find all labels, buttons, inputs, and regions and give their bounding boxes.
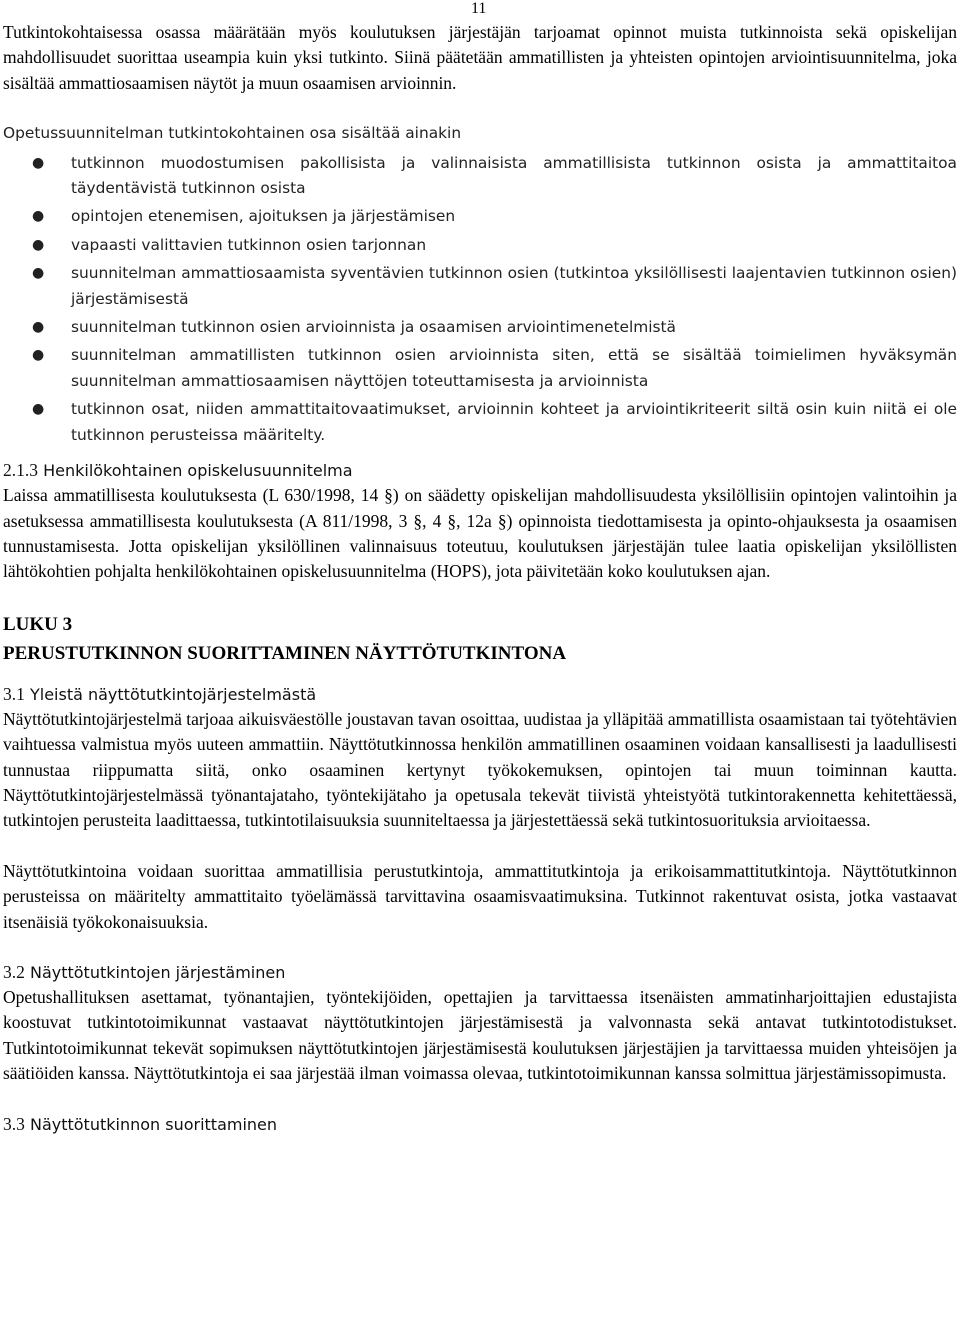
- section-heading-3-2: [3, 960, 957, 985]
- bullet-icon: ●: [32, 154, 45, 171]
- section-2-1-3-paragraph: Laissa ammatillisesta koulutuksesta (L 630/1998, 14 §) on säädetty opiskelijan mahdollisuudesta yksilöllisiin opintojen valintoihin ja asetuksessa ammatillisesta koulutuksesta (A 811/1998, 3 §, 4 §, 12a §) opinnoista tiedottamisesta ja opinto-ohjauksesta ja osaamisen tunnustamisesta. Jotta opiskelijan yksilöllinen valinnaisuus toteutuu, koulutuksen järjestäjän tulee laatia opiskelijan yksilöllisten lähtökohtien pohjalta henkilökohtainen opiskelusuunnitelma (HOPS), jota päivitetään koko koulutuksen ajan.: [3, 485, 957, 582]
- list-item: [3, 397, 957, 448]
- bullet-icon: ●: [32, 319, 45, 336]
- curriculum-lead: Opetussuunnitelman tutkintokohtainen osa sisältää ainakin: [3, 124, 462, 143]
- section-title: Henkilökohtainen opiskelusuunnitelma: [43, 461, 353, 481]
- section-heading-3-1: [3, 682, 957, 707]
- chapter-title: PERUSTUTKINNON SUORITTAMINEN NÄYTTÖTUTKINTONA: [3, 642, 567, 664]
- bullet-icon: ●: [32, 401, 45, 418]
- section-title: Näyttötutkintojen järjestäminen: [29, 962, 286, 982]
- list-item: [3, 315, 957, 340]
- list-item: [3, 151, 957, 202]
- section-title: Näyttötutkinnon suorittaminen: [29, 1114, 278, 1134]
- list-item-text: tutkinnon osat, niiden ammattitaitovaatimukset, arvioinnin kohteet ja arviointikriteerit siltä osin kuin niitä ei ole tutkinnon perusteissa määritelty.: [71, 400, 957, 444]
- section-number: 3.1: [3, 683, 25, 704]
- bullet-icon: ●: [32, 236, 45, 253]
- section-heading-3-3: [3, 1112, 957, 1137]
- section-3-1-paragraph-1: Näyttötutkintojärjestelmä tarjoaa aikuisväestölle joustavan tavan osoittaa, uudistaa ja ylläpitää ammatillista osaamistaan tai työtehtävien vaihtuessa valmistua myös uuteen ammattiin. Näyttötutkinnossa henkilön ammatillinen osaaminen voidaan kansallisesti ja laadullisesti tunnustaa riippumatta siitä, onko osaaminen kertynyt työkokemuksen, opintojen tai muun toiminnan kautta. Näyttötutkintojärjestelmässä työnantajataho, työntekijätaho ja opetusala tekevät tiivistä yhteistyötä tutkintorakennetta kehitettäessä, tutkintojen perusteita laadittaessa, tutkintotilaisuuksia suunniteltaessa ja järjestettäessä sekä tutkintosuorituksia arvioitaessa.: [3, 708, 957, 831]
- bullet-icon: ●: [32, 208, 45, 225]
- list-item: [3, 233, 957, 258]
- section-3-1-paragraph-2: Näyttötutkintoina voidaan suorittaa ammatillisia perustutkintoja, ammattitutkintoja ja erikoisammattitutkintoja. Näyttötutkinnon perusteissa on määritelty ammattitaito työelämässä tarvittavina osaamisvaatimuksina. Tutkinnot rakentuvat osista, jotka vastaavat itsenäisiä työkokonaisuuksia.: [3, 860, 957, 932]
- section-number: 2.1.3: [3, 460, 38, 481]
- list-item-text: suunnitelman ammatillisten tutkinnon osien arvioinnista siten, että se sisältää toimielimen hyväksymän suunnitelman ammattiosaamisen näyttöjen toteuttamisesta ja arvioinnista: [71, 346, 957, 390]
- list-item-text: tutkinnon muodostumisen pakollisista ja valinnaisista ammatillisista tutkinnon osista ja ammattitaitoa täydentävistä tutkinnon osista: [71, 153, 957, 198]
- list-item-text: vapaasti valittavien tutkinnon osien tarjonnan: [71, 235, 427, 254]
- section-3-2-paragraph: Opetushallituksen asettamat, työnantajien, työntekijöiden, opettajien ja tarvittaessa itsenäisten ammatinharjoittajien edustajista koostuvat tutkintotoimikunnat vastaavat näyttötutkintojen järjestämisestä ja valvonnasta sekä antavat tutkintotodistukset. Tutkintotoimikunnat tekevät sopimuksen näyttötutkintojen järjestämisestä koulutuksen järjestäjien ja tarvittaessa muiden yhteisöjen ja säätiöiden kanssa. Näyttötutkintoja ei saa järjestää ilman voimassa olevaa, tutkintotoimikunnan kanssa solmittua järjestämissopimusta.: [3, 986, 957, 1084]
- list-item: [3, 343, 957, 394]
- bullet-icon: ●: [32, 347, 45, 364]
- curriculum-list: [3, 151, 957, 448]
- chapter-label: LUKU 3: [3, 613, 73, 635]
- list-item: [3, 204, 957, 229]
- section-heading-2-1-3: [3, 458, 957, 483]
- list-item-text: suunnitelman tutkinnon osien arvioinnista ja osaamisen arviointimenetelmistä: [71, 318, 676, 337]
- page-content: [3, 20, 957, 1137]
- list-item: [3, 261, 957, 312]
- page-number: 11: [471, 0, 487, 17]
- bullet-icon: ●: [32, 265, 45, 282]
- section-number: 3.2: [3, 961, 25, 982]
- list-item-text: opintojen etenemisen, ajoituksen ja järjestämisen: [71, 207, 456, 226]
- section-number: 3.3: [3, 1113, 25, 1134]
- intro-paragraph: Tutkintokohtaisessa osassa määrätään myös koulutuksen järjestäjän tarjoamat opinnot muista tutkinnoista sekä opiskelijan mahdollisuudet suorittaa useampia kuin yksi tutkinto. Siinä päätetään ammatillisten ja yhteisten opintojen arviointisuunnitelma, joka sisältää ammattiosaamisen näytöt ja muun osaamisen arvioinnin.: [3, 22, 957, 93]
- section-title: Yleistä näyttötutkintojärjestelmästä: [29, 684, 317, 704]
- list-item-text: suunnitelman ammattiosaamista syventävien tutkinnon osien (tutkintoa yksilöllisesti laajentavien tutkinnon osien) järjestämisestä: [71, 264, 957, 308]
